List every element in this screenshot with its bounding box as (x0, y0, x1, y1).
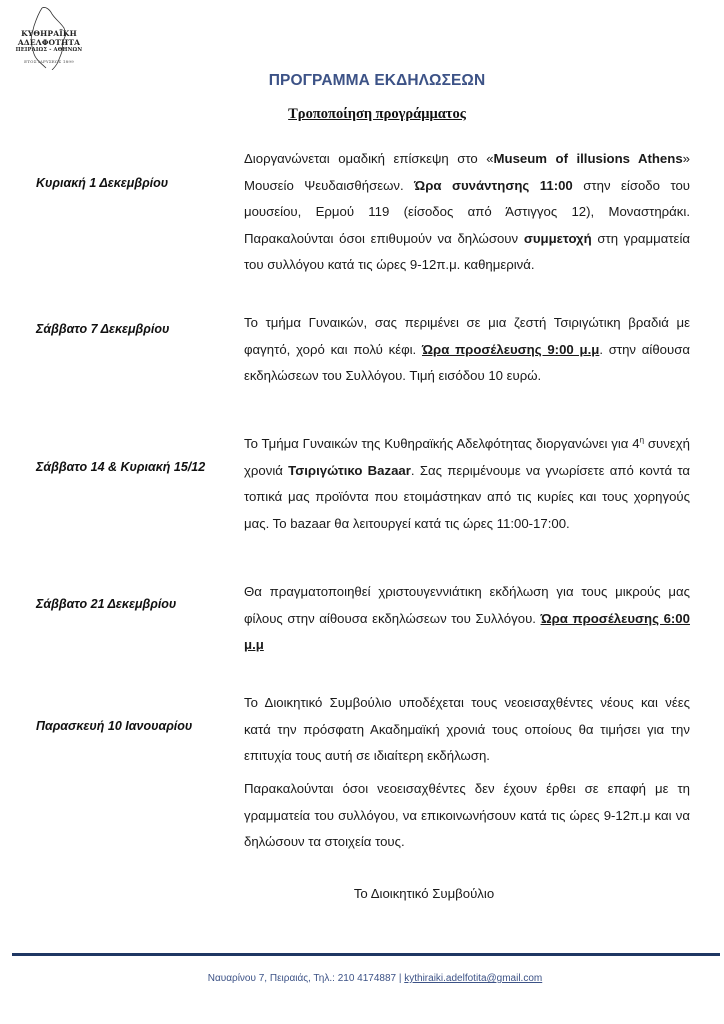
event-description: Θα πραγματοποιηθεί χριστουγεννιάτικη εκδήλωση για τους μικρούς μας φίλους στην αίθουσα εκδηλώσεων του Συλλόγου. Ώρα προσέλευσης 6:00 μ.μ (244, 584, 690, 652)
participation-keyword: συμμετοχή (523, 230, 592, 246)
footer-email-link[interactable]: kythiraiki.adelfotita@gmail.com (404, 973, 543, 984)
footer-divider (12, 953, 720, 956)
event-date: Σάββατο 21 Δεκεμβρίου (36, 597, 177, 611)
logo-text-line2: ΑΔΕΛΦΟΤΗΤΑ (17, 38, 81, 47)
event-description: Το τμήμα Γυναικών, σας περιμένει σε μια ζεστή Τσιριγώτικη βραδιά με φαγητό, χορό και πολύ κέφι. Ώρα προσέλευσης 9:00 μ.μ. στην αίθουσα εκδηλώσεων του Συλλόγου. Τιμή εισόδου 10 ευρώ. (244, 315, 690, 383)
bazaar-name: Τσιριγώτικο Bazaar (288, 462, 411, 478)
event-date: Παρασκευή 10 Ιανουαρίου (36, 719, 193, 733)
museum-name: Museum of illusions Athens (493, 151, 683, 166)
event-description: Το Τμήμα Γυναικών της Κυθηραϊκής Αδελφότητας διοργανώνει για $4^\eta$ συνεχή χρονιά Τσιριγώτικο Bazaar. Σας περιμένουμε να γνωρίσετε από κοντά τα τοπικά μας προϊόντα που ετοιμάστηκαν από τις κυρίες και τους χορηγούς μας. Το bazaar θα λειτουργεί κατά τις ώρες 11:00-17:00. (244, 435, 690, 531)
page-title: ΠΡΟΓΡΑΜΜΑ ΕΚΔΗΛΩΣΕΩΝ (268, 72, 486, 89)
arrival-time: Ώρα προσέλευσης 9:00 μ.μ (422, 341, 600, 357)
logo-text-line1: ΚΥΘΗΡΑΪΚΗ (21, 29, 77, 38)
signature: Το Διοικητικό Συμβούλιο (353, 886, 495, 901)
event-date: Σάββατο 14 & Κυριακή 15/12 (36, 460, 206, 474)
arrival-time: Ώρα προσέλευσης 6:00 μ.μ (244, 610, 690, 652)
event-date: Σάββατο 7 Δεκεμβρίου (36, 322, 170, 336)
meeting-time: Ώρα συνάντησης 11:00 (414, 177, 573, 193)
page-subtitle: Τροποποίηση προγράμματος (288, 106, 466, 122)
footer-address-phone: Ναυαρίνου 7, Πειραιάς, Τηλ.: 210 4174887 | (207, 973, 405, 984)
footer-contact (0, 973, 724, 984)
event-description-note: Παρακαλούνται όσοι νεοεισαχθέντες δεν έχουν έρθει σε επαφή με τη γραμματεία του συλλόγου, να επικοινωνήσουν κατά τις ώρες 9-12π.μ και να δηλώσουν τα στοιχεία τους. (244, 781, 690, 849)
logo-text-line3: ΠΕΙΡΑΙΩΣ - ΑΘΗΝΩΝ (15, 47, 83, 53)
event-date: Κυριακή 1 Δεκεμβρίου (36, 176, 169, 190)
logo-founding-year: ΕΤΟΣ ΙΔΡΥΣΕΩΣ 1899 (24, 59, 74, 64)
event-description: Το Διοικητικό Συμβούλιο υποδέχεται τους νεοεισαχθέντες νέους και νέες κατά την πρόσφατη Ακαδημαϊκή χρονιά τους οποίους θα τιμήσει για την επιτυχία τους αυτή σε ιδιαίτερη εκδήλωση. (244, 695, 690, 763)
event-description: Διοργανώνεται ομαδική επίσκεψη στο «Museum of illusions Athens» Μουσείο Ψευδαισθήσεων. Ώρα συνάντησης 11:00 στην είσοδο του μουσείου, Ερμού 119 (είσοδος από Άστιγγος 12), Μοναστηράκι. Παρακαλούνται όσοι επιθυμούν να δηλώσουν συμμετοχή στη γραμματεία του συλλόγου κατά τις ώρες 9-12π.μ. καθημερινά. (244, 151, 691, 272)
organization-logo (12, 4, 86, 70)
